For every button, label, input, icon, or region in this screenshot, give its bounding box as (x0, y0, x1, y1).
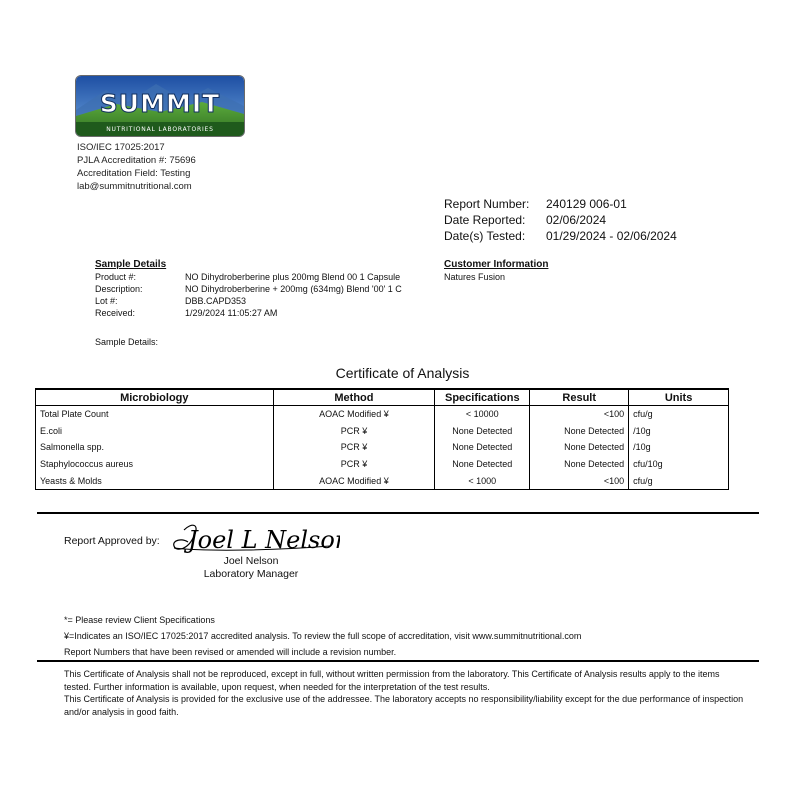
column-header: Method (273, 389, 435, 406)
sample-label: Product #: (95, 272, 137, 282)
lab-info (77, 141, 196, 193)
divider (37, 512, 759, 514)
sample-label: Description: (95, 284, 143, 294)
test-name: Salmonella spp. (36, 439, 274, 456)
disclaimer (64, 668, 744, 718)
logo-subtitle: NUTRITIONAL LABORATORIES (106, 126, 214, 133)
approved-by-label: Report Approved by: (64, 535, 160, 547)
table-row (36, 472, 729, 489)
table-row (36, 456, 729, 473)
test-method: PCR ¥ (273, 456, 435, 473)
logo-word: SUMMIT (99, 89, 221, 118)
footnotes (64, 612, 581, 660)
sample-details-note: Sample Details: (95, 337, 159, 347)
signer-name: Joel Nelson (223, 555, 279, 567)
test-result: None Detected (530, 456, 629, 473)
signature-text: Joel L Nelson (188, 526, 340, 554)
sample-details (95, 259, 402, 319)
footnote: *= Please review Client Specifications (64, 615, 215, 625)
customer-title: Customer Information (444, 259, 549, 270)
lab-info-line: ISO/IEC 17025:2017 (77, 142, 165, 153)
test-result: <100 (530, 406, 629, 423)
sample-label: Received: (95, 308, 136, 318)
date-reported: 02/06/2024 (546, 213, 607, 227)
date-reported-label: Date Reported: (444, 213, 526, 227)
lab-info-line: PJLA Accreditation #: 75696 (77, 155, 196, 166)
disclaimer-paragraph: This Certificate of Analysis shall not be reproduced, except in full, without written permission from the laboratory. This Certificate of Analysis results apply to the items tested. Further information is available, upon request, when needed for the interpretation of the test results. (64, 669, 720, 692)
summit-logo (75, 75, 245, 137)
results-table (35, 388, 729, 490)
test-name: Total Plate Count (36, 406, 274, 423)
table-row (36, 423, 729, 440)
column-header: Result (530, 389, 629, 406)
test-result: None Detected (530, 423, 629, 440)
test-spec: None Detected (435, 439, 530, 456)
divider (37, 660, 759, 662)
test-name: E.coli (36, 423, 274, 440)
footnote: Report Numbers that have been revised or amended will include a revision number. (64, 647, 397, 657)
signer-role: Laboratory Manager (203, 568, 299, 580)
lab-email: lab@summitnutritional.com (77, 181, 192, 192)
column-header: Units (629, 389, 729, 406)
test-spec: None Detected (435, 423, 530, 440)
test-result: <100 (530, 472, 629, 489)
customer-information (444, 259, 548, 283)
signer (202, 555, 300, 581)
dates-tested-label: Date(s) Tested: (444, 229, 526, 243)
customer-name: Natures Fusion (444, 272, 506, 282)
test-spec: < 10000 (435, 406, 530, 423)
test-result: None Detected (530, 439, 629, 456)
report-number-label: Report Number: (444, 197, 530, 211)
table-row (36, 439, 729, 456)
report-meta (444, 196, 677, 244)
dates-tested: 01/29/2024 - 02/06/2024 (546, 229, 677, 243)
disclaimer-paragraph: This Certificate of Analysis is provided for the exclusive use of the addressee. The laboratory accepts no responsibility/liability except for the due performance of inspection and/or analysis in good faith. (64, 694, 744, 717)
test-units: cfu/10g (629, 456, 729, 473)
test-units: cfu/g (629, 406, 729, 423)
test-method: PCR ¥ (273, 439, 435, 456)
certificate-title: Certificate of Analysis (335, 365, 470, 381)
test-units: /10g (629, 439, 729, 456)
lab-info-line: Accreditation Field: Testing (77, 168, 191, 179)
sample-value: 1/29/2024 11:05:27 AM (185, 308, 278, 318)
sample-value: NO Dihydroberberine + 200mg (634mg) Blend '00' 1 C (185, 284, 402, 294)
report-number: 240129 006-01 (546, 197, 627, 211)
test-name: Staphylococcus aureus (36, 456, 274, 473)
sample-value: NO Dihydroberberine plus 200mg Blend 00 1 Capsule (185, 272, 401, 282)
test-method: AOAC Modified ¥ (273, 472, 435, 489)
footnote: ¥=Indicates an ISO/IEC 17025:2017 accredited analysis. To review the full scope of accreditation, visit www.summitnutritional.com (64, 631, 582, 641)
column-header: Specifications (435, 389, 530, 406)
sample-label: Lot #: (95, 296, 118, 306)
test-units: cfu/g (629, 472, 729, 489)
test-method: AOAC Modified ¥ (273, 406, 435, 423)
column-header: Microbiology (36, 389, 274, 406)
test-units: /10g (629, 423, 729, 440)
test-method: PCR ¥ (273, 423, 435, 440)
test-name: Yeasts & Molds (36, 472, 274, 489)
sample-value: DBB.CAPD353 (185, 296, 247, 306)
table-row (36, 406, 729, 423)
test-spec: < 1000 (435, 472, 530, 489)
sample-details-title: Sample Details (95, 259, 167, 270)
table-header-row (36, 389, 729, 406)
test-spec: None Detected (435, 456, 530, 473)
